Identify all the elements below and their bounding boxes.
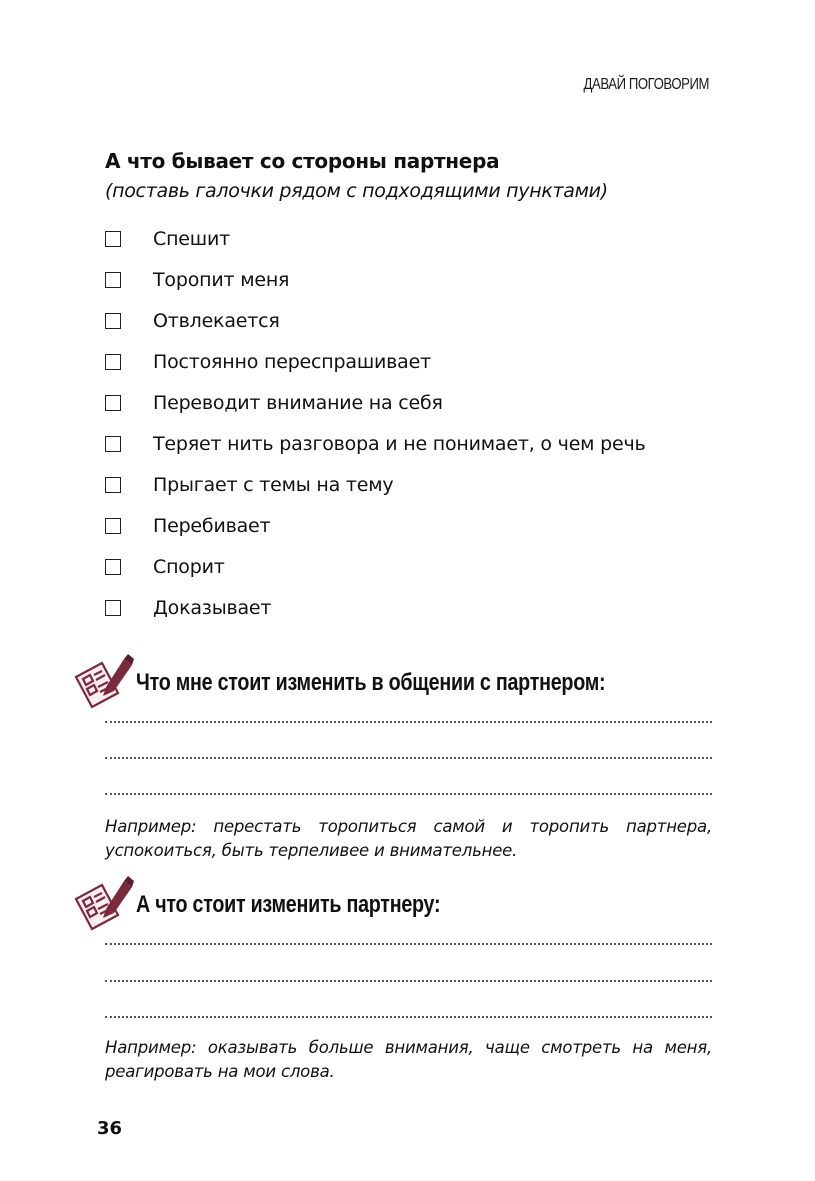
checklist <box>105 218 646 628</box>
checklist-item-label: Перебивает <box>153 514 271 537</box>
example-text-1: Например: перестать торопиться самой и торопить партнера, успокоиться, быть терпеливее и внимательнее. <box>105 817 712 860</box>
checklist-item[interactable] <box>105 587 646 628</box>
checklist-item-label: Спорит <box>153 555 225 578</box>
checklist-item[interactable] <box>105 259 646 300</box>
checklist-item[interactable] <box>105 218 646 259</box>
checklist-item-label: Спешит <box>153 227 230 250</box>
answer-line[interactable] <box>105 943 712 945</box>
checklist-item-label: Теряет нить разговора и не понимает, о чем речь <box>153 432 646 455</box>
answer-line[interactable] <box>105 793 712 795</box>
checklist-item[interactable] <box>105 300 646 341</box>
checklist-item-label: Переводит внимание на себя <box>153 391 443 414</box>
answer-line[interactable] <box>105 721 712 723</box>
checkbox[interactable] <box>105 477 121 493</box>
checkbox[interactable] <box>105 272 121 288</box>
checklist-item-label: Отвлекается <box>153 309 280 332</box>
checklist-item-label: Торопит меня <box>153 268 290 291</box>
example-text-2: Например: оказывать больше внимания, чаще смотреть на меня, реагировать на мои слова. <box>105 1038 712 1081</box>
checklist-item-label: Прыгает с темы на тему <box>153 473 394 496</box>
prompt-title-2: А что стоит изменить партнеру: <box>136 891 441 918</box>
checkbox[interactable] <box>105 436 121 452</box>
section-subtitle: (поставь галочки рядом с подходящими пунктами) <box>105 180 608 202</box>
checkbox[interactable] <box>105 600 121 616</box>
checkbox[interactable] <box>105 559 121 575</box>
answer-line[interactable] <box>105 757 712 759</box>
checkbox[interactable] <box>105 395 121 411</box>
checklist-item[interactable] <box>105 341 646 382</box>
notepad-pen-icon <box>72 653 134 713</box>
page-number: 36 <box>97 1118 123 1139</box>
checklist-item[interactable] <box>105 546 646 587</box>
answer-line[interactable] <box>105 1016 712 1018</box>
prompt-title-1: Что мне стоит изменить в общении с партнером: <box>136 669 606 696</box>
checklist-item[interactable] <box>105 382 646 423</box>
checklist-item-label: Доказывает <box>153 596 272 619</box>
checklist-item-label: Постоянно переспрашивает <box>153 350 431 373</box>
checkbox[interactable] <box>105 231 121 247</box>
prompt-header-2 <box>72 875 507 935</box>
answer-line[interactable] <box>105 980 712 982</box>
notepad-pen-icon <box>72 875 134 935</box>
checkbox[interactable] <box>105 354 121 370</box>
checklist-item[interactable] <box>105 464 646 505</box>
prompt-header-1 <box>72 653 708 713</box>
section-title: А что бывает со стороны партнера <box>105 149 500 173</box>
checkbox[interactable] <box>105 518 121 534</box>
checklist-item[interactable] <box>105 505 646 546</box>
running-head: ДАВАЙ ПОГОВОРИМ <box>583 76 709 93</box>
checkbox[interactable] <box>105 313 121 329</box>
checklist-item[interactable] <box>105 423 646 464</box>
